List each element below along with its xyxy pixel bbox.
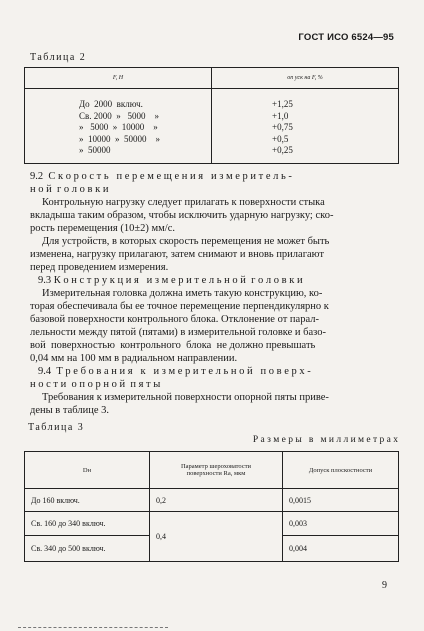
table2-range: » 50000: [79, 145, 111, 155]
table2-col2-header: оп уск на F, %: [212, 68, 399, 89]
table2-range: » 10000 » 50000 »: [79, 133, 160, 144]
paragraph-line: базовой поверхности контрольного блока. Отклонение от парал-: [30, 314, 319, 325]
document-header: ГОСТ ИСО 6524—95: [298, 32, 394, 43]
section-9-4-heading: 9.4 Т р е б о в а н и я к и з м е р и т е л ь н о й п о в е р х -: [38, 366, 311, 377]
table3-caption: Таблица 3: [28, 422, 85, 433]
paragraph-line: перед проведением измерения.: [30, 262, 169, 273]
table3-cell: 0,2: [150, 489, 283, 512]
table2-col1-header: F, Н: [25, 68, 212, 89]
table2-caption: Таблица 2: [30, 52, 87, 63]
table3-col1-header: Dн: [25, 452, 150, 489]
table2-range: Св. 2000 » 5000 »: [79, 110, 160, 121]
table2-tolerances: [212, 89, 399, 164]
section-9-3-heading: 9.3 К о н с т р у к ц и я и з м е р и т е л ь н о й г о л о в к и: [38, 275, 303, 286]
scan-artifact: [18, 627, 168, 630]
section-9-4-heading-cont: н о с т и о п о р н о й п я т ы: [30, 379, 161, 390]
table2: [24, 67, 399, 164]
paragraph-line: вой поверхностью контрольного блока не должно превышать: [30, 340, 316, 351]
section-9-2: [30, 170, 405, 417]
table3-cell: До 160 включ.: [25, 489, 150, 512]
table2-range: » 5000 » 10000 »: [79, 122, 158, 132]
paragraph-line: дены в таблице 3.: [30, 405, 109, 416]
table3-cell: 0,4: [150, 512, 283, 562]
table2-tolerance: +0,25: [272, 145, 293, 155]
table2-range: До 2000 включ.: [79, 99, 143, 109]
section-9-2-heading-cont: н о й г о л о в к и: [30, 184, 109, 195]
table2-tolerance: +0,5: [272, 133, 289, 144]
table3-cell: 0,003: [283, 512, 399, 536]
paragraph-line: Для устройств, в которых скорость перемещения не может быть: [42, 236, 330, 247]
paragraph-line: торая обеспечивала бы ее точное перемещение перпендикулярно к: [30, 301, 329, 312]
paragraph-line: Контрольную нагрузку следует прилагать к поверхности стыка: [42, 197, 325, 208]
table3-col2-header-line: Параметр шероховатости: [180, 463, 252, 470]
page-number: 9: [382, 580, 387, 591]
table2-ranges: [25, 89, 212, 164]
table3-cell: 0,004: [283, 536, 399, 562]
table3-col2-header-line: поверхности Ra, мкм: [186, 470, 246, 477]
paragraph-line: вкладыша таким образом, чтобы исключить ударную нагрузку; ско-: [30, 210, 334, 221]
table3-cell: 0,0015: [283, 489, 399, 512]
paragraph-line: изменена, нагрузку прилагают, затем снимают и вновь прилагают: [30, 249, 324, 260]
table2-tolerance: +1,25: [272, 99, 293, 109]
table3: [24, 451, 399, 562]
paragraph-line: рость перемещения (10±2) мм/с.: [30, 223, 175, 234]
paragraph-line: лельности между пятой (пятами) в измерительной головке и базо-: [30, 327, 327, 338]
paragraph-line: Измерительная головка должна иметь такую конструкцию, ко-: [42, 288, 323, 299]
table2-tolerance: +0,75: [272, 122, 293, 132]
table3-cell: Св. 340 до 500 включ.: [25, 536, 150, 562]
table3-units: Р а з м е р ы в м и л л и м е т р а х: [252, 435, 398, 445]
table3-cell: Св. 160 до 340 включ.: [25, 512, 150, 536]
table3-col2-header: [150, 452, 283, 489]
paragraph-line: 0,04 мм на 100 мм в радиальном направлении.: [30, 353, 238, 364]
table3-col3-header: Допуск плоскостности: [283, 452, 399, 489]
table2-tolerance: +1,0: [272, 110, 289, 121]
paragraph-line: Требования к измерительной поверхности опорной пяты приве-: [42, 392, 329, 403]
section-9-2-heading: 9.2 С к о р о с т ь п е р е м е щ е н и я и з м е р и т е л ь -: [30, 171, 292, 182]
